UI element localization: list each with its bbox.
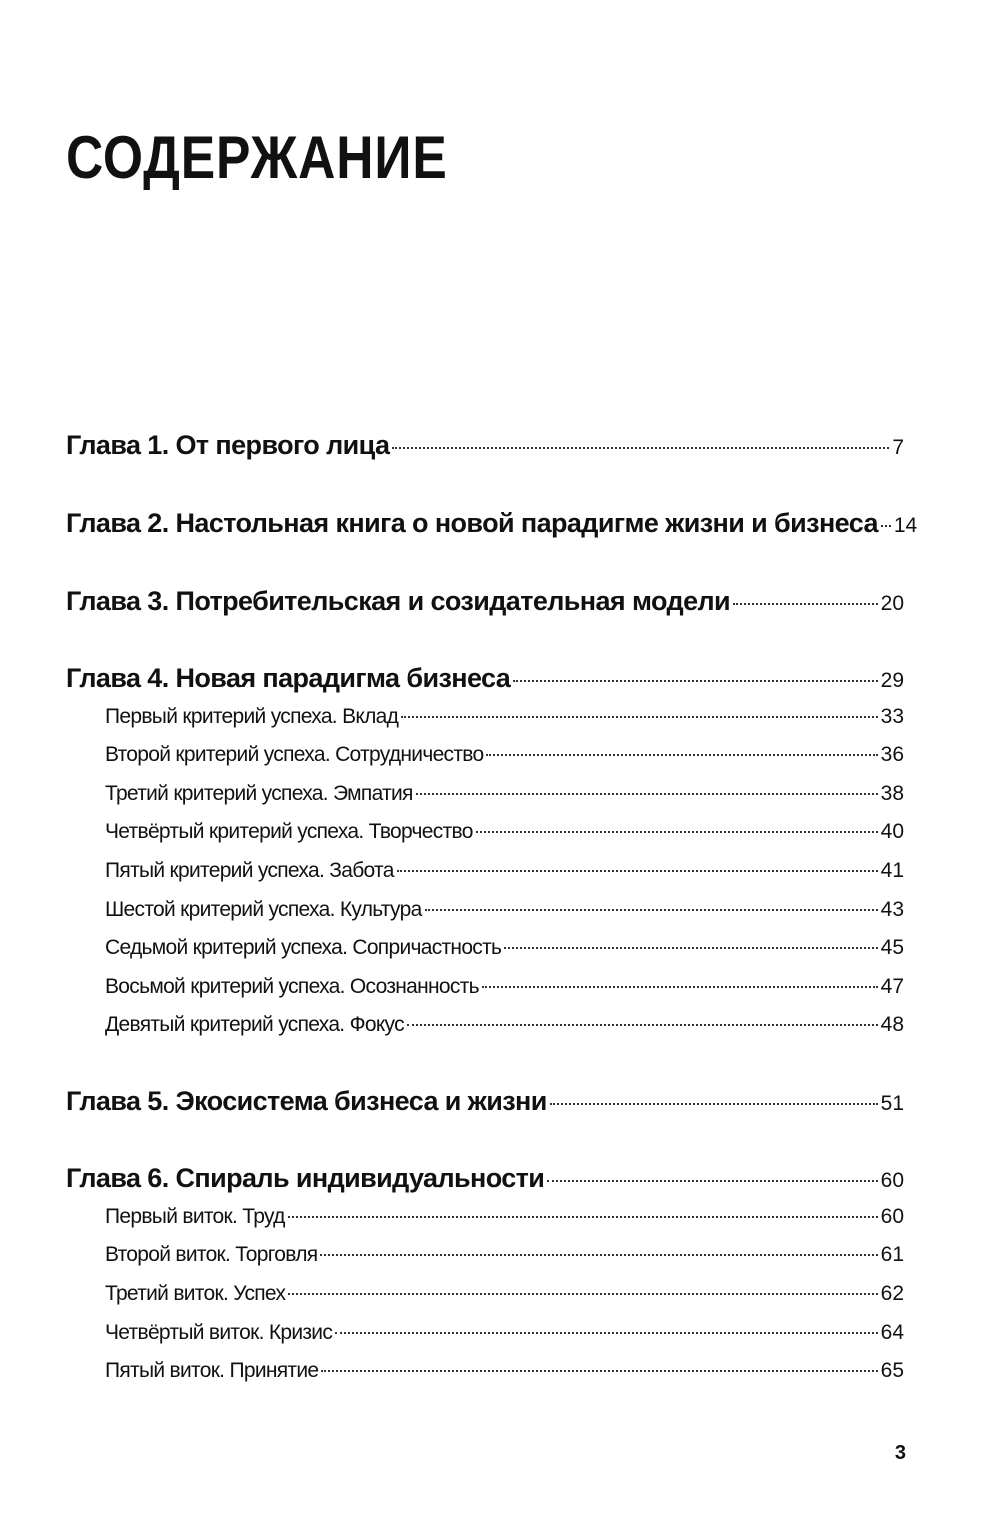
toc-section[interactable] (105, 1240, 904, 1270)
toc-section[interactable] (105, 1279, 904, 1309)
dot-leader (482, 986, 878, 988)
dot-leader (547, 1180, 877, 1182)
toc-label: Второй критерий успеха. Сотрудничество (105, 743, 484, 766)
dot-leader (407, 1024, 878, 1026)
toc-page-number: 40 (880, 820, 904, 843)
toc-section[interactable] (105, 972, 904, 1002)
dot-leader (550, 1103, 878, 1105)
toc-label: Четвёртый виток. Кризис (105, 1321, 333, 1344)
toc-page-number: 38 (880, 782, 904, 805)
toc-section[interactable] (105, 702, 904, 732)
page-number: 3 (894, 1442, 906, 1464)
toc-label: Второй виток. Торговля (105, 1243, 318, 1266)
toc-label: Глава 3. Потребительская и созидательная модели (66, 586, 731, 616)
toc-section[interactable] (105, 1202, 904, 1232)
dot-leader (476, 831, 878, 833)
toc-label: Восьмой критерий успеха. Осознанность (105, 975, 479, 998)
dot-leader (320, 1254, 877, 1256)
toc-page-number: 45 (880, 936, 904, 959)
dot-leader (397, 870, 878, 872)
dot-leader (335, 1332, 878, 1334)
toc-page-number: 7 (892, 436, 904, 459)
toc-page-number: 14 (893, 514, 918, 537)
dot-leader (288, 1293, 877, 1295)
dot-leader (321, 1370, 877, 1372)
dot-leader (486, 754, 877, 756)
toc-label: Шестой критерий успеха. Культура (105, 898, 422, 921)
dot-leader (881, 525, 891, 527)
toc-label: Девятый критерий успеха. Фокус (105, 1013, 404, 1036)
toc-page-number: 36 (880, 743, 904, 766)
dot-leader (733, 603, 878, 605)
toc-page-number: 62 (880, 1282, 904, 1305)
toc-page-number: 41 (880, 859, 904, 882)
toc-label: Глава 2. Настольная книга о новой парадигме жизни и бизнеса (66, 508, 878, 538)
toc-page-number: 51 (880, 1092, 904, 1115)
toc-chapter-4[interactable] (66, 660, 904, 696)
toc-label: Третий критерий успеха. Эмпатия (105, 782, 413, 805)
toc-label: Четвёртый критерий успеха. Творчество (105, 820, 473, 843)
toc-page-number: 47 (880, 975, 904, 998)
toc-section[interactable] (105, 895, 904, 925)
toc-section[interactable] (105, 933, 904, 963)
toc-page-number: 29 (880, 669, 904, 692)
dot-leader (513, 680, 877, 682)
toc-section[interactable] (105, 856, 904, 886)
toc-page-number: 60 (880, 1169, 904, 1192)
page-title: СОДЕРЖАНИЕ (66, 124, 448, 191)
toc-page-number: 64 (880, 1321, 904, 1344)
dot-leader (288, 1216, 878, 1218)
toc-section[interactable] (105, 779, 904, 809)
toc-page-number: 43 (880, 898, 904, 921)
dot-leader (401, 716, 877, 718)
toc-section[interactable] (105, 740, 904, 770)
toc-label: Пятый виток. Принятие (105, 1359, 319, 1382)
toc-label: Глава 5. Экосистема бизнеса и жизни (66, 1086, 547, 1116)
toc-label: Глава 1. От первого лица (66, 430, 390, 460)
toc-page-number: 61 (880, 1243, 904, 1266)
toc-label: Глава 6. Спираль индивидуальности (66, 1163, 545, 1193)
toc-label: Первый критерий успеха. Вклад (105, 705, 399, 728)
toc-page-number: 65 (880, 1359, 904, 1382)
toc-chapter-6[interactable] (66, 1160, 904, 1196)
toc-section[interactable] (105, 817, 904, 847)
toc-chapter-3[interactable] (66, 583, 904, 619)
dot-leader (425, 909, 878, 911)
dot-leader (416, 793, 878, 795)
dot-leader (392, 447, 889, 449)
toc-label: Пятый критерий успеха. Забота (105, 859, 394, 882)
toc-page-number: 20 (880, 592, 904, 615)
toc-chapter-5[interactable] (66, 1083, 904, 1119)
toc-label: Первый виток. Труд (105, 1205, 285, 1228)
toc-page-number: 33 (880, 705, 904, 728)
toc-section[interactable] (105, 1318, 904, 1348)
dot-leader (504, 947, 877, 949)
toc-chapter-2[interactable] (66, 505, 918, 541)
toc-section[interactable] (105, 1010, 904, 1040)
toc-page-number: 48 (880, 1013, 904, 1036)
toc-label: Третий виток. Успех (105, 1282, 286, 1305)
toc-page-number: 60 (880, 1205, 904, 1228)
toc-section[interactable] (105, 1356, 904, 1386)
toc-label: Седьмой критерий успеха. Сопричастность (105, 936, 502, 959)
toc-chapter-1[interactable] (66, 427, 904, 463)
toc-label: Глава 4. Новая парадигма бизнеса (66, 663, 511, 693)
